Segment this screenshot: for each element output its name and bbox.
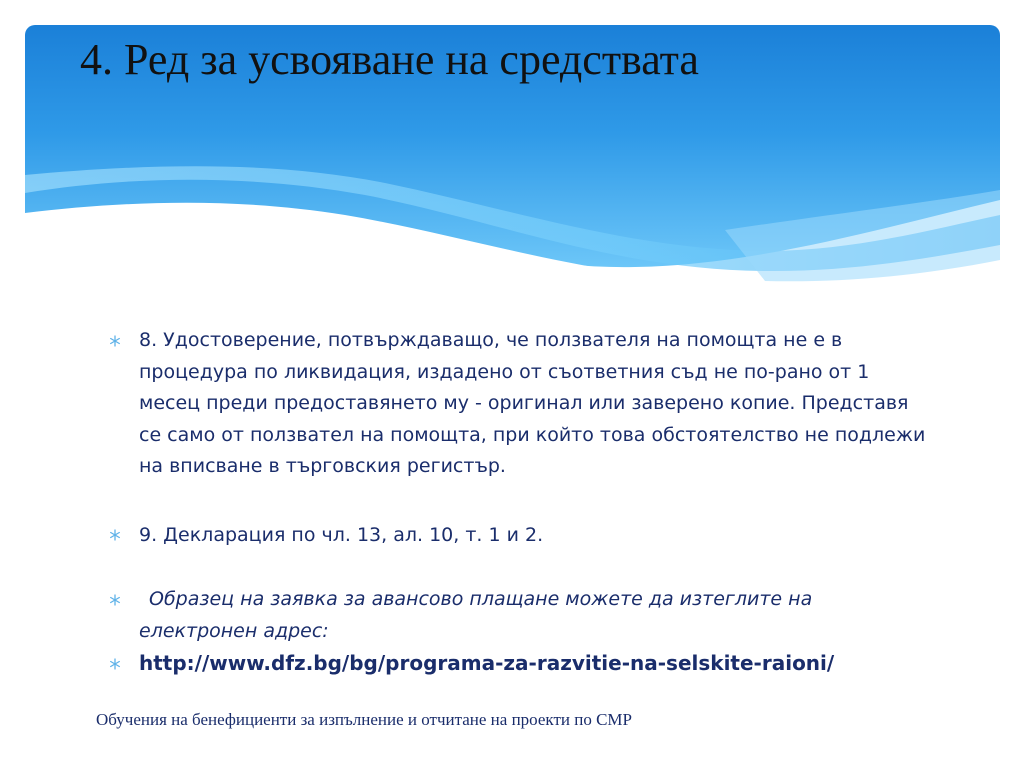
asterisk-bullet-icon (108, 520, 122, 552)
slide-footer: Обучения на бенефициенти за изпълнение и отчитане на проекти по СМР (96, 710, 632, 729)
bullet-item-template-note (108, 584, 928, 647)
bullet-text: 8. Удостоверение, потвърждаващо, че ползвателя на помощта не е в процедура по ликвидация, издадено от съответния съд не по-рано от 1 месец преди предоставянето му - оригинал или заверено копие. Представя се само от ползвател на помощта, при който това обстоятелство не подлежи на вписване в търговския регистър. (139, 329, 926, 477)
bullet-text: Образец на заявка за авансово плащане можете да изтеглите на електронен адрес: (139, 588, 813, 642)
dfz-url-link[interactable]: http://www.dfz.bg/bg/programa-za-razvitie-na-selskite-raioni/ (139, 651, 835, 675)
bullet-text: 9. Декларация по чл. 13, ал. 10, т. 1 и 2. (139, 523, 544, 546)
bullet-item-declaration (108, 520, 928, 552)
asterisk-bullet-icon (108, 648, 122, 680)
bullet-list (108, 325, 928, 680)
asterisk-bullet-icon (108, 325, 122, 357)
bullet-item-certificate (108, 325, 928, 483)
asterisk-bullet-icon (108, 584, 122, 616)
slide-title: 4. Ред за усвояване на средствата (80, 35, 699, 84)
bullet-item-url (108, 648, 928, 680)
